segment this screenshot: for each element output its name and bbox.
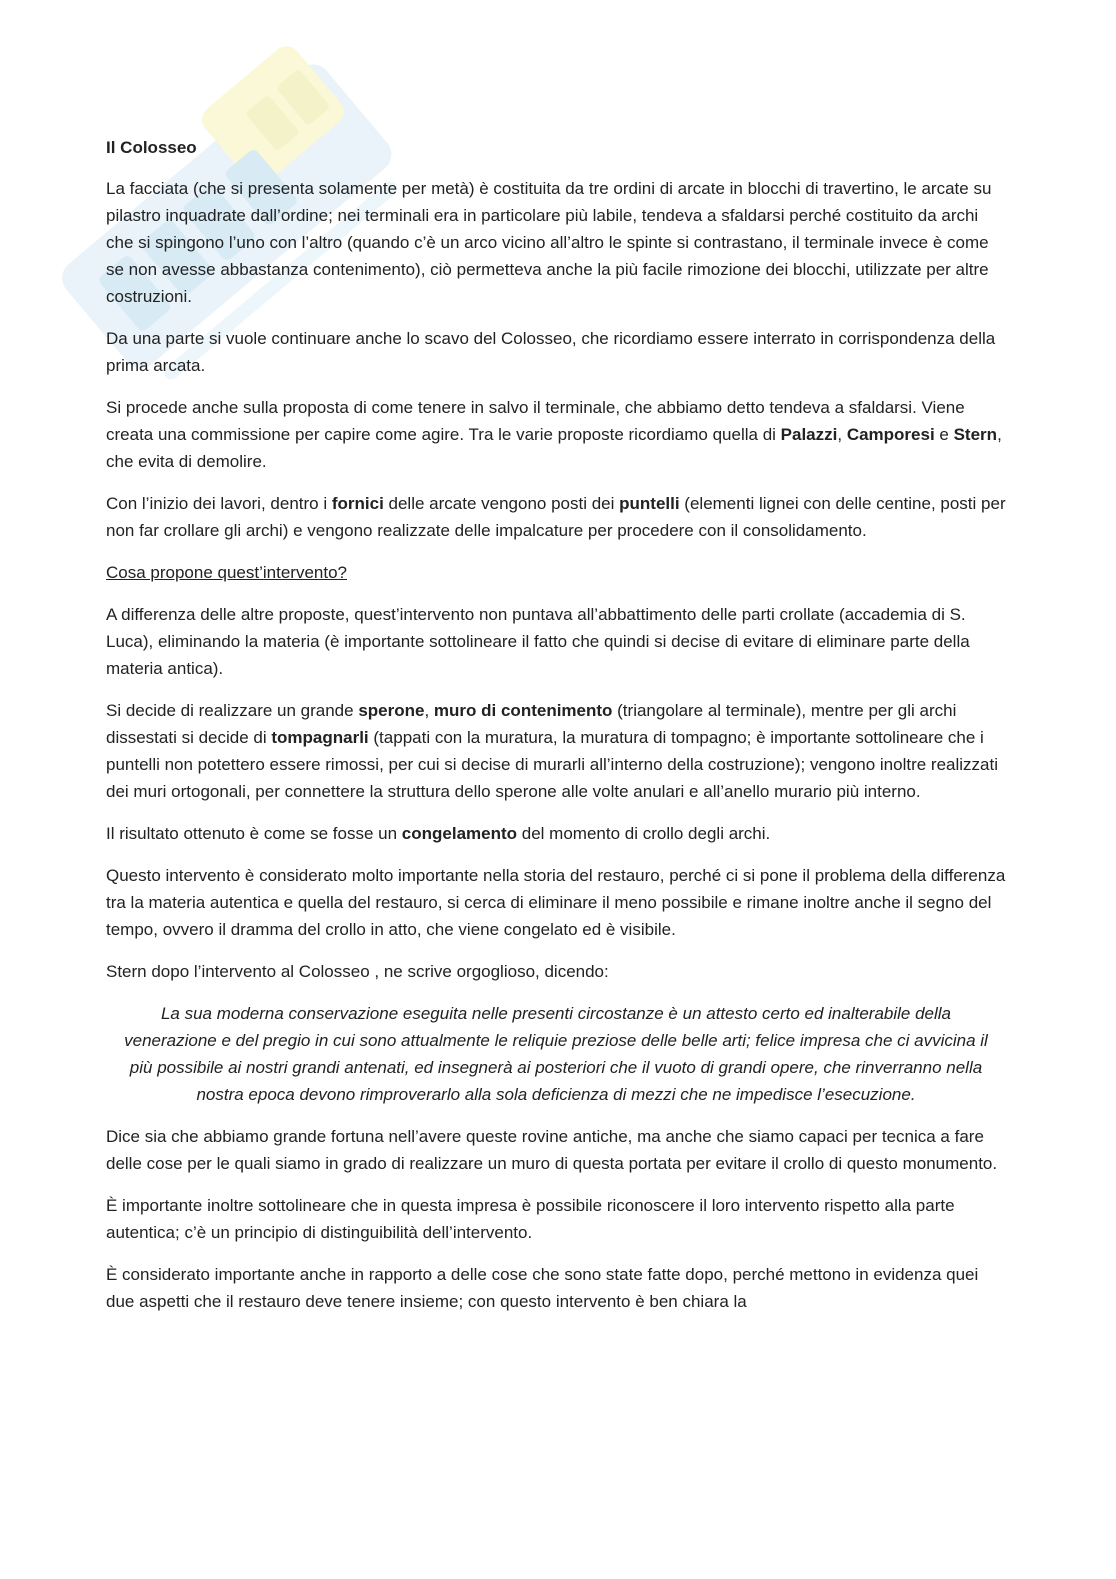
paragraph-facciata: La facciata (che si presenta solamente per metà) è costituita da tre ordini di arcate in blocchi di travertino, le arcate su pilastro inquadrate dall’ordine; nei terminali era in particolare più labile, tendeva a sfaldarsi perché costituito da archi che si spingono l’uno con l’altro (quando c’è un arco vicino all’altro le spinte si contrastano, il terminale invece è come se non avesse abbastanza contenimento), ciò permetteva anche la più facile rimozione dei blocchi, utilizzate per altre costruzioni.: [106, 179, 992, 306]
bold-camporesi: Camporesi: [846, 425, 935, 444]
text-run: e: [934, 425, 954, 444]
paragraph-lavori: [106, 490, 1006, 544]
text-run: (triangolare al terminale), mentre per gli archi dissestati si decide di: [106, 701, 957, 747]
text-run: Il risultato ottenuto è come se fosse un: [106, 824, 402, 843]
text-run: Si decide di realizzare un grande: [106, 701, 359, 720]
text-run: Si procede anche sulla proposta di come tenere in salvo il terminale, che abbiamo detto tendeva a sfaldarsi. Viene creata una commissione per capire come agire. Tra le varie proposte ricordiamo quella di: [106, 398, 965, 444]
quote-stern: La sua moderna conservazione eseguita nelle presenti circostanze è un attesto certo ed inalterabile della venerazione e del pregio in cui sono attualmente le reliquie preziose delle belle arti; felice impresa che ci avvicina il più possibile ai nostri grandi antenati, ed insegnerà ai posteriori che il vuoto di grandi opere, che rinverranno nella nostra epoca devono rimproverarlo alla sola deficienza di mezzi che ne impedisce l’esecuzione.: [124, 1004, 988, 1104]
paragraph-rapporto: È considerato importante anche in rapporto a delle cose che sono state fatte dopo, perché mettono in evidenza quei due aspetti che il restauro deve tenere insieme; con questo intervento è ben chiara la: [106, 1265, 979, 1311]
text-run: Con l’inizio dei lavori, dentro i: [106, 494, 332, 513]
text-run: ,: [424, 701, 434, 720]
document-page: [106, 134, 1006, 1330]
bold-sperone: sperone: [358, 701, 425, 720]
bold-fornici: fornici: [331, 494, 384, 513]
paragraph-commissione: [106, 394, 1006, 475]
text-run: ,: [837, 425, 847, 444]
page-title: Il Colosseo: [106, 138, 197, 157]
paragraph-importanza: Questo intervento è considerato molto importante nella storia del restauro, perché ci si pone il problema della differenza tra la materia autentica e quella del restauro, si cerca di eliminare il meno possibile e rimane inoltre anche il segno del tempo, ovvero il dramma del crollo in atto, che viene congelato ed è visibile.: [106, 866, 1006, 939]
text-run: , che evita di demolire.: [106, 425, 1002, 471]
paragraph-scavo: Da una parte si vuole continuare anche lo scavo del Colosseo, che ricordiamo essere interrato in corrispondenza della prima arcata.: [106, 329, 996, 375]
text-run: (tappati con la muratura, la muratura di tompagno; è importante sottolineare che i puntelli non potettero essere rimossi, per cui si decise di murarli all’interno della costruzione); vengono inoltre realizzati dei muri ortogonali, per connettere la struttura dello sperone alle volte anulari e all’anello murario più interno.: [106, 728, 998, 801]
paragraph-sperone: [106, 697, 1006, 805]
text-run: (elementi lignei con delle centine, posti per non far crollare gli archi) e vengono realizzate delle impalcature per procedere con il consolidamento.: [106, 494, 1006, 540]
bold-congelamento: congelamento: [401, 824, 518, 843]
bold-palazzi: Palazzi: [780, 425, 838, 444]
text-run: delle arcate vengono posti dei: [383, 494, 620, 513]
paragraph-differenza: A differenza delle altre proposte, quest’intervento non puntava all’abbattimento delle parti crollate (accademia di S. Luca), eliminando la materia (è importante sottolineare il fatto che quindi si decise di evitare di eliminare parte della materia antica).: [106, 605, 970, 678]
text-run: del momento di crollo degli archi.: [517, 824, 771, 843]
section-question: Cosa propone quest’intervento?: [106, 563, 347, 582]
bold-tompagnarli: tompagnarli: [271, 728, 369, 747]
paragraph-distinguibilita: È importante inoltre sottolineare che in questa impresa è possibile riconoscere il loro intervento rispetto alla parte autentica; c’è un principio di distinguibilità dell’intervento.: [106, 1196, 955, 1242]
bold-stern: Stern: [953, 425, 998, 444]
bold-puntelli: puntelli: [619, 494, 680, 513]
paragraph-stern: Stern dopo l’intervento al Colosseo , ne scrive orgoglioso, dicendo:: [106, 962, 609, 981]
paragraph-risultato: [106, 820, 1006, 847]
bold-muro-contenimento: muro di contenimento: [433, 701, 613, 720]
paragraph-fortuna: Dice sia che abbiamo grande fortuna nell’avere queste rovine antiche, ma anche che siamo capaci per tecnica a fare delle cose per le quali siamo in grado di realizzare un muro di questa portata per evitare il crollo di questo monumento.: [106, 1127, 998, 1173]
